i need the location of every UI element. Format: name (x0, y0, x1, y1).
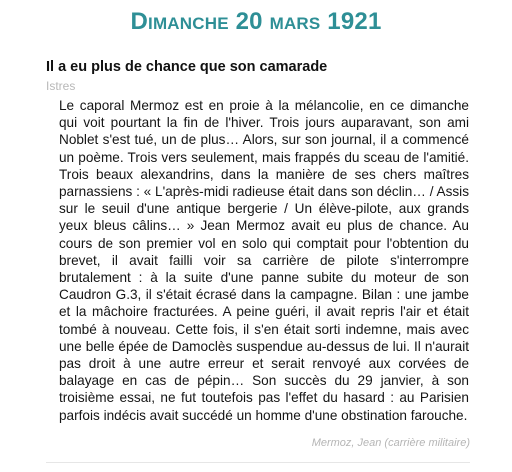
footer-divider (46, 462, 470, 463)
article-attribution[interactable]: Mermoz, Jean (carrière militaire) (311, 437, 470, 449)
article-body: Le caporal Mermoz est en proie à la mélancolie, en ce dimanche qui voit pourtant la fin de l'hiver. Trois jours auparavant, son ami Noblet s'est tué, un de plus… Alors, sur son journal, il a commencé un poème. Trois vers seulement, mais frappés du sceau de l'amitié. Trois beaux alexandrins, dans la manière de ses chers maîtres parnassiens : « L'après-midi radieuse était dans son déclin… / Assis sur le seuil d'une antique bergerie / Un élève-pilote, aux grands yeux bleus câlins… » Jean Mermoz avait eu plus de chance. Au cours de son premier vol en solo qui comptait pour l'obtention du brevet, il avait failli voir sa carrière de pilote s'interrompre brutalement : à la suite d'une panne subite du moteur de son Caudron G.3, il s'était écrasé dans la campagne. Bilan : une jambe et la mâchoire fracturées. A peine guéri, il avait repris l'air et était tombé à nouveau. Cette fois, il s'en était sorti indemne, mais avec une belle épée de Damoclès suspendue au-dessus de lui. Il n'aurait pas droit à une autre erreur et serait renvoyé aux corvées de balayage en cas de pépin… Son succès du 29 janvier, à son troisième essai, ne fut toutefois pas l'effet du hasard : au Parisien parfois indécis avait succédé un homme d'une obstination farouche. (59, 98, 469, 423)
date-title: Dimanche 20 mars 1921 (130, 8, 382, 35)
article-headline: Il a eu plus de chance que son camarade (46, 59, 328, 75)
article-place: Istres (46, 79, 76, 93)
